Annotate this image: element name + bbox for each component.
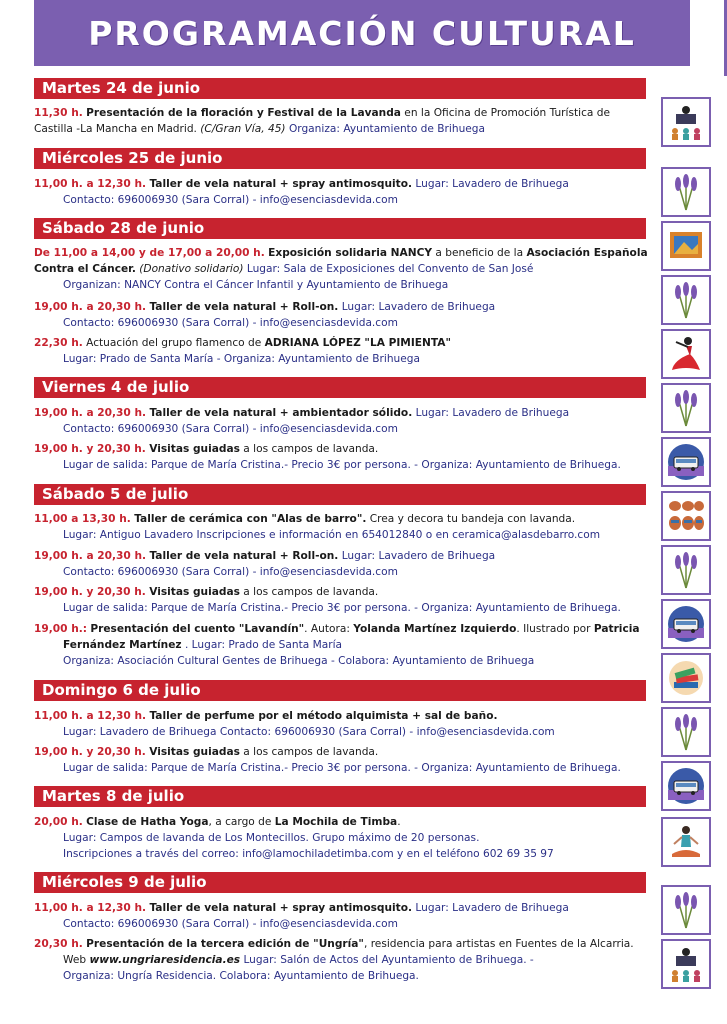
event-item: 11,00 h. a 12,30 h. Taller de vela natural + spray antimosquito. Lugar: Lavadero de Brihuega Contacto: 696006930 (Sara Corral) - info@esenciasdevida.com bbox=[34, 178, 569, 206]
day-header: Sábado 28 de junio bbox=[34, 218, 646, 239]
day-header: Miércoles 9 de julio bbox=[34, 872, 646, 893]
ceramics-icon bbox=[661, 491, 711, 541]
event-item: 19,00 h.: Presentación del cuento "Lavandín". Autora: Yolanda Martínez Izquierdo. Ilustrado por Patricia Fernández Martínez . Lugar: Prado de Santa María Organiza: Asociación Cultural Gentes de Brihuega - Colabora: Ayuntamiento de Brihuega bbox=[34, 623, 640, 667]
books-icon bbox=[661, 653, 711, 703]
lavender-icon bbox=[661, 885, 711, 935]
flamenco-dancer-icon bbox=[661, 329, 711, 379]
event-item: 22,30 h. Actuación del grupo flamenco de ADRIANA LÓPEZ "LA PIMIENTA" Lugar: Prado de Santa María - Organiza: Ayuntamiento de Brihuega bbox=[34, 337, 452, 365]
event-item: 11,00 h. a 12,30 h. Taller de perfume por el método alquimista + sal de baño. Lugar: Lavadero de Brihuega Contacto: 696006930 (Sara Corral) - info@esenciasdevida.com bbox=[34, 710, 555, 738]
lavender-icon bbox=[661, 275, 711, 325]
event-item: 19,00 h. a 20,30 h. Taller de vela natural + ambientador sólido. Lugar: Lavadero de Brihuega Contacto: 696006930 (Sara Corral) - info@esenciasdevida.com bbox=[34, 407, 570, 435]
event-item: 20,00 h. Clase de Hatha Yoga, a cargo de La Mochila de Timba. Lugar: Campos de lavanda de Los Montecillos. Grupo máximo de 20 personas. Inscripciones a través del correo: info@lamochiladetimba.com y en el teléfono 602 69 35 97 bbox=[34, 816, 554, 860]
yoga-icon bbox=[661, 817, 711, 867]
day-header: Martes 8 de julio bbox=[34, 786, 646, 807]
lavender-icon bbox=[661, 707, 711, 757]
tour-bus-icon bbox=[661, 599, 711, 649]
event-item: 19,00 h. a 20,30 h. Taller de vela natural + Roll-on. Lugar: Lavadero de Brihuega Contacto: 696006930 (Sara Corral) - info@esenciasdevida.com bbox=[34, 301, 496, 329]
day-header: Domingo 6 de julio bbox=[34, 680, 646, 701]
event-item: 19,00 h. y 20,30 h. Visitas guiadas a los campos de lavanda. Lugar de salida: Parque de María Cristina.- Precio 3€ por persona. - Organiza: Ayuntamiento de Brihuega. bbox=[34, 586, 621, 614]
event-item: 19,00 h. y 20,30 h. Visitas guiadas a los campos de lavanda. Lugar de salida: Parque de María Cristina.- Precio 3€ por persona. - Organiza: Ayuntamiento de Brihuega. bbox=[34, 443, 621, 471]
painting-icon bbox=[661, 221, 711, 271]
event-item: 11,30 h. Presentación de la floración y Festival de la Lavanda en la Oficina de Promoción Turística de Castilla -La Mancha en Madrid. (C/Gran Vía, 45) Organiza: Ayuntamiento de Brihuega bbox=[34, 107, 611, 135]
day-header: Sábado 5 de julio bbox=[34, 484, 646, 505]
event-item: 19,00 h. y 20,30 h. Visitas guiadas a los campos de lavanda. Lugar de salida: Parque de María Cristina.- Precio 3€ por persona. - Organiza: Ayuntamiento de Brihuega. bbox=[34, 746, 621, 774]
page-header bbox=[34, 0, 690, 66]
day-header: Miércoles 25 de junio bbox=[34, 148, 646, 169]
day-header: Viernes 4 de julio bbox=[34, 377, 646, 398]
event-item: De 11,00 a 14,00 y de 17,00 a 20,00 h. Exposición solidaria NANCY a beneficio de la Asociación Española Contra el Cáncer. (Donativo solidario) Lugar: Sala de Exposiciones del Convento de San José Organizan: NANCY Contra el Cáncer Infantil y Ayuntamiento de Brihuega bbox=[34, 247, 648, 291]
tour-bus-icon bbox=[661, 437, 711, 487]
lavender-icon bbox=[661, 167, 711, 217]
event-item: 20,30 h. Presentación de la tercera edición de "Ungría", residencia para artistas en Fuentes de la Alcarria. Web www.ungriaresidencia.es Lugar: Salón de Actos del Ayuntamiento de Brihuega. - Organiza: Ungría Residencia. Colabora: Ayuntamiento de Brihuega. bbox=[34, 938, 634, 982]
day-header: Martes 24 de junio bbox=[34, 78, 646, 99]
lavender-icon bbox=[661, 383, 711, 433]
tour-bus-icon bbox=[661, 761, 711, 811]
page-title: PROGRAMACIÓN CULTURAL bbox=[88, 13, 636, 53]
event-item: 19,00 h. a 20,30 h. Taller de vela natural + Roll-on. Lugar: Lavadero de Brihuega Contacto: 696006930 (Sara Corral) - info@esenciasdevida.com bbox=[34, 550, 496, 578]
presenter-icon bbox=[661, 939, 711, 989]
event-item: 11,00 a 13,30 h. Taller de cerámica con "Alas de barro". Crea y decora tu bandeja con lavanda. Lugar: Antiguo Lavadero Inscripciones e información en 654012840 o en ceramica@alasdebarro.com bbox=[34, 513, 601, 541]
presenter-icon bbox=[661, 97, 711, 147]
lavender-icon bbox=[661, 545, 711, 595]
event-item: 11,00 h. a 12,30 h. Taller de vela natural + spray antimosquito. Lugar: Lavadero de Brihuega Contacto: 696006930 (Sara Corral) - info@esenciasdevida.com bbox=[34, 902, 569, 930]
